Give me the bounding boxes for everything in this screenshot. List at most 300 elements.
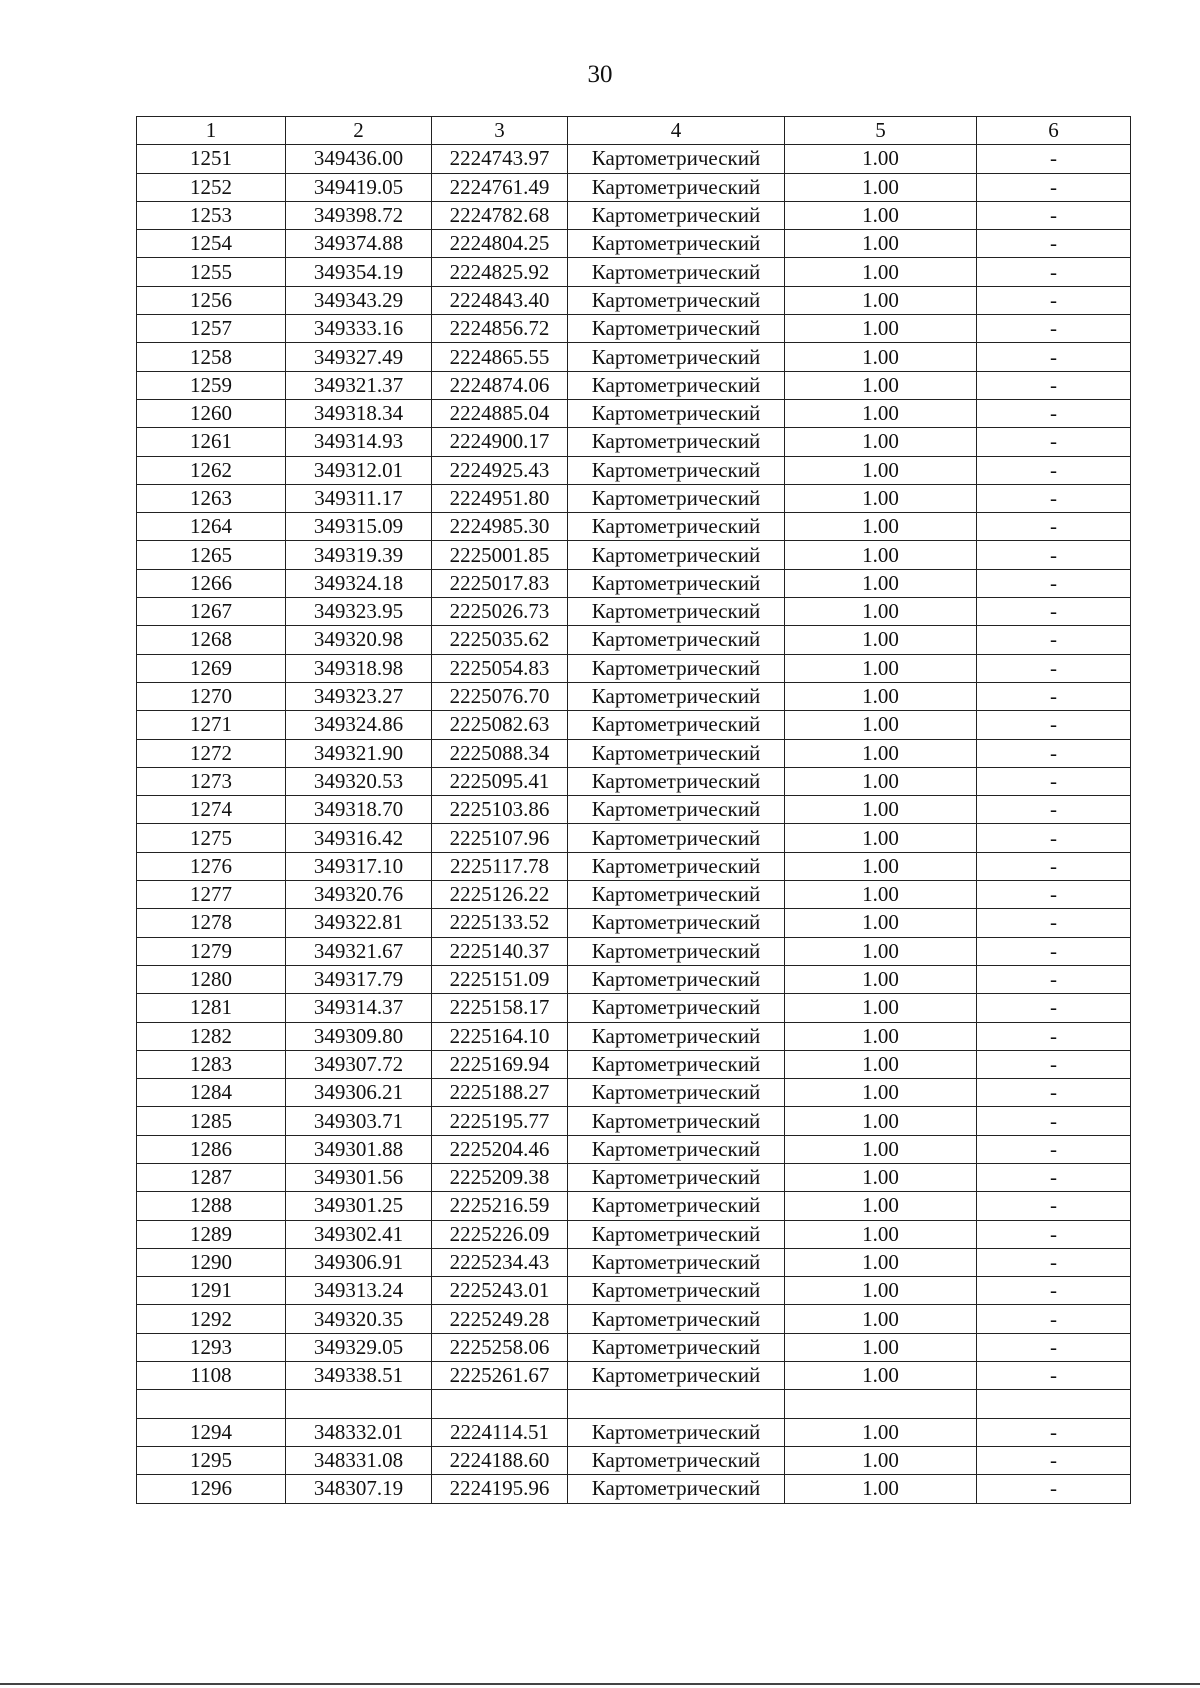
table-cell: 2225151.09: [432, 965, 568, 993]
table-header-row: [137, 117, 1131, 145]
table-cell: 1262: [137, 456, 286, 484]
page-number: 30: [587, 61, 613, 88]
table-cell: 1.00: [785, 230, 977, 258]
table-cell: Картометрический: [568, 145, 785, 173]
table-cell: 1282: [137, 1022, 286, 1050]
table-cell: 1.00: [785, 852, 977, 880]
table-row: [137, 1022, 1131, 1050]
table-cell: 1.00: [785, 909, 977, 937]
table-cell: 1290: [137, 1248, 286, 1276]
table-cell: [785, 1390, 977, 1418]
table-cell: -: [977, 598, 1131, 626]
table-cell: 1257: [137, 315, 286, 343]
table-cell: 2225140.37: [432, 937, 568, 965]
table-cell: -: [977, 909, 1131, 937]
column-header: 2: [286, 117, 432, 145]
table-cell: 1.00: [785, 286, 977, 314]
table-cell: Картометрический: [568, 909, 785, 937]
table-row: [137, 909, 1131, 937]
table-cell: Картометрический: [568, 315, 785, 343]
table-cell: Картометрический: [568, 1079, 785, 1107]
table-cell: -: [977, 767, 1131, 795]
table-cell: 349306.91: [286, 1248, 432, 1276]
table-cell: 349307.72: [286, 1050, 432, 1078]
table-cell: Картометрический: [568, 201, 785, 229]
table-cell: -: [977, 513, 1131, 541]
table-cell: 349318.34: [286, 399, 432, 427]
table-row: [137, 824, 1131, 852]
table-cell: 349301.88: [286, 1135, 432, 1163]
table-row: [137, 994, 1131, 1022]
table-cell: [568, 1390, 785, 1418]
table-cell: 348331.08: [286, 1446, 432, 1474]
table-cell: 2224900.17: [432, 428, 568, 456]
table-cell: 349318.98: [286, 654, 432, 682]
table-cell: 1.00: [785, 1107, 977, 1135]
table-cell: 1292: [137, 1305, 286, 1333]
table-cell: 1281: [137, 994, 286, 1022]
table-cell: 2225035.62: [432, 626, 568, 654]
table-cell: 2224114.51: [432, 1418, 568, 1446]
table-cell: Картометрический: [568, 456, 785, 484]
table-cell: 349320.98: [286, 626, 432, 654]
table-cell: -: [977, 1305, 1131, 1333]
table-row: [137, 1446, 1131, 1474]
table-cell: Картометрический: [568, 1418, 785, 1446]
table-cell: 1.00: [785, 456, 977, 484]
table-cell: Картометрический: [568, 654, 785, 682]
table-row: [137, 201, 1131, 229]
table-cell: 1255: [137, 258, 286, 286]
table-cell: 1.00: [785, 994, 977, 1022]
table-row: [137, 1418, 1131, 1446]
table-cell: 2224195.96: [432, 1475, 568, 1503]
table-cell: -: [977, 1475, 1131, 1503]
table-cell: 1289: [137, 1220, 286, 1248]
table-cell: Картометрический: [568, 513, 785, 541]
table-row: [137, 343, 1131, 371]
table-row: [137, 1163, 1131, 1191]
table-cell: Картометрический: [568, 173, 785, 201]
table-cell: 2225164.10: [432, 1022, 568, 1050]
table-row: [137, 541, 1131, 569]
table-cell: 2225258.06: [432, 1333, 568, 1361]
table-cell: -: [977, 484, 1131, 512]
table-cell: 1.00: [785, 1475, 977, 1503]
table-row: [137, 711, 1131, 739]
table-cell: 349321.90: [286, 739, 432, 767]
table-row: [137, 852, 1131, 880]
table-row: [137, 1135, 1131, 1163]
table-row: [137, 1333, 1131, 1361]
table-cell: 2224188.60: [432, 1446, 568, 1474]
table-cell: 1.00: [785, 881, 977, 909]
table-cell: 349301.25: [286, 1192, 432, 1220]
table-cell: 1286: [137, 1135, 286, 1163]
table-cell: [977, 1390, 1131, 1418]
table-cell: 349306.21: [286, 1079, 432, 1107]
table-row: [137, 569, 1131, 597]
table-cell: 1.00: [785, 145, 977, 173]
table-cell: Картометрический: [568, 767, 785, 795]
table-cell: 1.00: [785, 1418, 977, 1446]
table-row: [137, 145, 1131, 173]
table-cell: 2224985.30: [432, 513, 568, 541]
table-cell: 1.00: [785, 428, 977, 456]
table-cell: -: [977, 1418, 1131, 1446]
table-cell: -: [977, 965, 1131, 993]
table-cell: 2224843.40: [432, 286, 568, 314]
table-cell: -: [977, 399, 1131, 427]
table-cell: 1259: [137, 371, 286, 399]
table-cell: 1274: [137, 796, 286, 824]
table-cell: 1265: [137, 541, 286, 569]
table-cell: 1.00: [785, 1192, 977, 1220]
table-row: [137, 230, 1131, 258]
table-cell: 2224743.97: [432, 145, 568, 173]
table-cell: Картометрический: [568, 881, 785, 909]
bottom-rule: [0, 1683, 1200, 1685]
table-cell: 349327.49: [286, 343, 432, 371]
table-cell: -: [977, 456, 1131, 484]
table-cell: 1.00: [785, 796, 977, 824]
table-cell: 349313.24: [286, 1277, 432, 1305]
table-cell: 2225001.85: [432, 541, 568, 569]
table-cell: 1260: [137, 399, 286, 427]
table-cell: 1.00: [785, 315, 977, 343]
table-cell: Картометрический: [568, 1475, 785, 1503]
table-row: [137, 286, 1131, 314]
table-cell: Картометрический: [568, 371, 785, 399]
table-cell: 1.00: [785, 965, 977, 993]
table-cell: Картометрический: [568, 1446, 785, 1474]
table-cell: 349323.27: [286, 682, 432, 710]
table-cell: 349338.51: [286, 1362, 432, 1390]
table-cell: -: [977, 1163, 1131, 1191]
table-cell: Картометрический: [568, 1163, 785, 1191]
table-cell: Картометрический: [568, 569, 785, 597]
table-cell: 1269: [137, 654, 286, 682]
table-cell: Картометрический: [568, 343, 785, 371]
table-cell: 1.00: [785, 569, 977, 597]
table-cell: 2225054.83: [432, 654, 568, 682]
table-cell: 2225117.78: [432, 852, 568, 880]
table-cell: 349320.53: [286, 767, 432, 795]
column-header: 1: [137, 117, 286, 145]
table-cell: 1251: [137, 145, 286, 173]
table-cell: 349324.18: [286, 569, 432, 597]
table-row: [137, 881, 1131, 909]
table-cell: Картометрический: [568, 1220, 785, 1248]
table-cell: 2224925.43: [432, 456, 568, 484]
table-cell: Картометрический: [568, 796, 785, 824]
table-cell: -: [977, 428, 1131, 456]
table-cell: 1.00: [785, 1248, 977, 1276]
table-cell: Картометрический: [568, 1192, 785, 1220]
table-cell: -: [977, 145, 1131, 173]
table-row: [137, 965, 1131, 993]
table-cell: 1.00: [785, 513, 977, 541]
table-cell: 349314.93: [286, 428, 432, 456]
table-cell: 349419.05: [286, 173, 432, 201]
table-cell: 349374.88: [286, 230, 432, 258]
table-cell: 1.00: [785, 598, 977, 626]
table-cell: 2225158.17: [432, 994, 568, 1022]
table-cell: Картометрический: [568, 852, 785, 880]
table-cell: 2225082.63: [432, 711, 568, 739]
table-cell: 1.00: [785, 258, 977, 286]
table-row: [137, 1220, 1131, 1248]
table-row: [137, 371, 1131, 399]
table-cell: 349318.70: [286, 796, 432, 824]
table-cell: 1266: [137, 569, 286, 597]
table-cell: 349333.16: [286, 315, 432, 343]
table-cell: 349398.72: [286, 201, 432, 229]
table-cell: 349436.00: [286, 145, 432, 173]
table-cell: 2225195.77: [432, 1107, 568, 1135]
table-cell: -: [977, 1333, 1131, 1361]
table-cell: -: [977, 343, 1131, 371]
table-cell: 1.00: [785, 1163, 977, 1191]
table-cell: Картометрический: [568, 230, 785, 258]
table-cell: -: [977, 711, 1131, 739]
table-cell: 2225243.01: [432, 1277, 568, 1305]
table-cell: 1258: [137, 343, 286, 371]
table-cell: 1263: [137, 484, 286, 512]
table-row: [137, 626, 1131, 654]
table-cell: Картометрический: [568, 286, 785, 314]
table-cell: 2224874.06: [432, 371, 568, 399]
table-cell: 1108: [137, 1362, 286, 1390]
table-cell: Картометрический: [568, 937, 785, 965]
table-cell: 1253: [137, 201, 286, 229]
table-row: [137, 1475, 1131, 1503]
table-cell: Картометрический: [568, 711, 785, 739]
table-cell: -: [977, 1220, 1131, 1248]
table-cell: 349343.29: [286, 286, 432, 314]
table-cell: Картометрический: [568, 1277, 785, 1305]
table-body: [137, 145, 1131, 1503]
table-cell: Картометрический: [568, 1248, 785, 1276]
table-cell: 1261: [137, 428, 286, 456]
table-cell: 1283: [137, 1050, 286, 1078]
table-cell: 2225209.38: [432, 1163, 568, 1191]
table-cell: 1.00: [785, 1333, 977, 1361]
table-cell: -: [977, 1362, 1131, 1390]
table-cell: 1272: [137, 739, 286, 767]
table-cell: -: [977, 1050, 1131, 1078]
table-cell: -: [977, 286, 1131, 314]
table-cell: Картометрический: [568, 598, 785, 626]
table-cell: 1288: [137, 1192, 286, 1220]
table-cell: 1.00: [785, 711, 977, 739]
table-cell: 1279: [137, 937, 286, 965]
table-cell: Картометрический: [568, 1050, 785, 1078]
table-cell: -: [977, 1022, 1131, 1050]
table-cell: -: [977, 852, 1131, 880]
table-cell: 2225076.70: [432, 682, 568, 710]
table-cell: Картометрический: [568, 824, 785, 852]
table-cell: 1.00: [785, 739, 977, 767]
table-cell: Картометрический: [568, 1022, 785, 1050]
table-cell: 1267: [137, 598, 286, 626]
table-cell: 1252: [137, 173, 286, 201]
table-cell: 2225226.09: [432, 1220, 568, 1248]
table-cell: 349314.37: [286, 994, 432, 1022]
table-cell: -: [977, 626, 1131, 654]
table-row: [137, 258, 1131, 286]
table-cell: 349321.37: [286, 371, 432, 399]
table-cell: -: [977, 1135, 1131, 1163]
table-cell: 2225133.52: [432, 909, 568, 937]
table-cell: 2224825.92: [432, 258, 568, 286]
table-cell: 2225204.46: [432, 1135, 568, 1163]
table-cell: 2224761.49: [432, 173, 568, 201]
table-cell: 1296: [137, 1475, 286, 1503]
table-cell: 1.00: [785, 1022, 977, 1050]
table-row: [137, 1305, 1131, 1333]
table-row: [137, 1192, 1131, 1220]
table-cell: 1.00: [785, 1277, 977, 1305]
table-cell: 1295: [137, 1446, 286, 1474]
table-cell: 2225107.96: [432, 824, 568, 852]
table-cell: 1.00: [785, 371, 977, 399]
table-cell: Картометрический: [568, 965, 785, 993]
table-row: [137, 1107, 1131, 1135]
table-cell: 1.00: [785, 767, 977, 795]
table-cell: 1.00: [785, 1446, 977, 1474]
table-cell: 349309.80: [286, 1022, 432, 1050]
table-cell: 2225126.22: [432, 881, 568, 909]
table-cell: 349320.76: [286, 881, 432, 909]
table-row: [137, 739, 1131, 767]
table-cell: 349312.01: [286, 456, 432, 484]
table-cell: 2225261.67: [432, 1362, 568, 1390]
table-cell: 1.00: [785, 484, 977, 512]
table-cell: 1.00: [785, 1305, 977, 1333]
table-cell: -: [977, 1446, 1131, 1474]
table-row: [137, 767, 1131, 795]
table-cell: -: [977, 824, 1131, 852]
table-cell: 349324.86: [286, 711, 432, 739]
table-cell: Картометрический: [568, 399, 785, 427]
table-cell: 349316.42: [286, 824, 432, 852]
table-cell: -: [977, 881, 1131, 909]
table-cell: 349320.35: [286, 1305, 432, 1333]
table-cell: -: [977, 258, 1131, 286]
table-cell: -: [977, 371, 1131, 399]
table-cell: 1.00: [785, 173, 977, 201]
table-cell: 349323.95: [286, 598, 432, 626]
table-cell: 349322.81: [286, 909, 432, 937]
table-cell: Картометрический: [568, 1362, 785, 1390]
table-cell: 2224782.68: [432, 201, 568, 229]
table-cell: Картометрический: [568, 1333, 785, 1361]
table-cell: 2225169.94: [432, 1050, 568, 1078]
table-cell: 2225026.73: [432, 598, 568, 626]
table-cell: Картометрический: [568, 541, 785, 569]
table-row: [137, 654, 1131, 682]
table-cell: 1276: [137, 852, 286, 880]
table-cell: 1294: [137, 1418, 286, 1446]
table-cell: 348307.19: [286, 1475, 432, 1503]
table-cell: 1270: [137, 682, 286, 710]
table-cell: -: [977, 201, 1131, 229]
table-cell: 349301.56: [286, 1163, 432, 1191]
table-cell: 2225216.59: [432, 1192, 568, 1220]
table-row: [137, 1362, 1131, 1390]
table-cell: 1277: [137, 881, 286, 909]
table-cell: 1.00: [785, 937, 977, 965]
table-cell: 349303.71: [286, 1107, 432, 1135]
coordinates-table: [136, 116, 1131, 1504]
table-cell: Картометрический: [568, 428, 785, 456]
column-header: 4: [568, 117, 785, 145]
table-cell: 1.00: [785, 1362, 977, 1390]
table-cell: 1293: [137, 1333, 286, 1361]
table-cell: 1285: [137, 1107, 286, 1135]
table-cell: 2224951.80: [432, 484, 568, 512]
table-row: [137, 1390, 1131, 1418]
table-cell: 2224885.04: [432, 399, 568, 427]
table-row: [137, 1248, 1131, 1276]
table-cell: [286, 1390, 432, 1418]
table-cell: 349321.67: [286, 937, 432, 965]
table-cell: 1291: [137, 1277, 286, 1305]
table-cell: 1.00: [785, 1050, 977, 1078]
table-cell: -: [977, 1107, 1131, 1135]
table-cell: Картометрический: [568, 739, 785, 767]
column-header: 6: [977, 117, 1131, 145]
table-cell: -: [977, 682, 1131, 710]
table-cell: -: [977, 315, 1131, 343]
table-cell: 1278: [137, 909, 286, 937]
column-header: 3: [432, 117, 568, 145]
table-cell: 349311.17: [286, 484, 432, 512]
table-cell: -: [977, 937, 1131, 965]
table-cell: 1284: [137, 1079, 286, 1107]
column-header: 5: [785, 117, 977, 145]
table-cell: 1.00: [785, 1079, 977, 1107]
table-cell: 1256: [137, 286, 286, 314]
table-row: [137, 456, 1131, 484]
table-row: [137, 315, 1131, 343]
table-cell: Картометрический: [568, 1305, 785, 1333]
table-cell: [432, 1390, 568, 1418]
table-row: [137, 173, 1131, 201]
table-cell: 1.00: [785, 626, 977, 654]
table-row: [137, 937, 1131, 965]
table-cell: -: [977, 994, 1131, 1022]
table-row: [137, 682, 1131, 710]
table-cell: 349302.41: [286, 1220, 432, 1248]
table-row: [137, 428, 1131, 456]
table-cell: Картометрический: [568, 258, 785, 286]
table-cell: -: [977, 1192, 1131, 1220]
table-cell: 1254: [137, 230, 286, 258]
table-cell: -: [977, 654, 1131, 682]
table-row: [137, 1277, 1131, 1305]
table-cell: -: [977, 739, 1131, 767]
table-row: [137, 598, 1131, 626]
table-cell: 1.00: [785, 541, 977, 569]
table-cell: 1.00: [785, 201, 977, 229]
table-cell: Картометрический: [568, 1135, 785, 1163]
table-cell: 1.00: [785, 1135, 977, 1163]
table-cell: 348332.01: [286, 1418, 432, 1446]
table-cell: 1.00: [785, 824, 977, 852]
table-cell: 349319.39: [286, 541, 432, 569]
